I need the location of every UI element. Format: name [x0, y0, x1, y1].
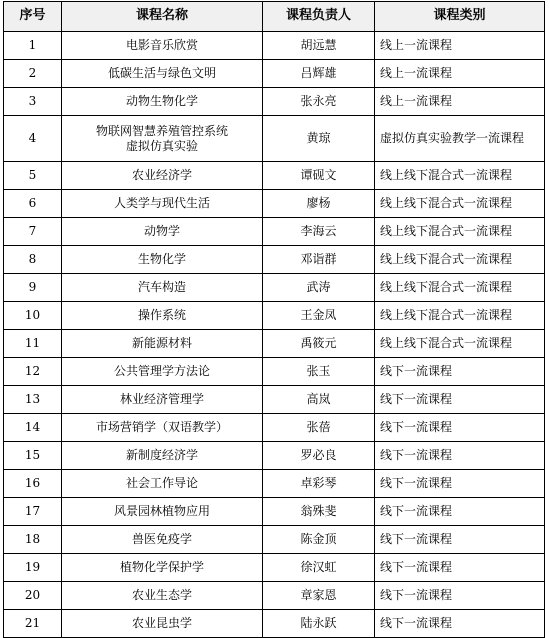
cell-index: 4: [4, 116, 62, 162]
cell-course-lead: 陈金顶: [263, 526, 375, 554]
cell-course-name: 电影音乐欣赏: [62, 32, 263, 60]
table-row: [4, 386, 545, 414]
cell-course-name: 新制度经济学: [62, 442, 263, 470]
cell-index: 1: [4, 32, 62, 60]
cell-index: 19: [4, 554, 62, 582]
table-row: [4, 498, 545, 526]
table-row: [4, 526, 545, 554]
cell-course-name: 动物生物化学: [62, 88, 263, 116]
table-row: [4, 60, 545, 88]
table-row: [4, 442, 545, 470]
cell-index: 16: [4, 470, 62, 498]
cell-course-name: 社会工作导论: [62, 470, 263, 498]
cell-index: 11: [4, 330, 62, 358]
cell-course-type: 线下一流课程: [375, 582, 545, 610]
cell-index: 8: [4, 246, 62, 274]
cell-index: 3: [4, 88, 62, 116]
cell-index: 5: [4, 162, 62, 190]
course-table: [3, 1, 545, 638]
cell-index: 15: [4, 442, 62, 470]
cell-course-lead: 廖杨: [263, 190, 375, 218]
cell-course-name: 风景园林植物应用: [62, 498, 263, 526]
course-name-line: 虚拟仿真实验: [125, 138, 198, 153]
table-row: [4, 582, 545, 610]
cell-course-type: 线下一流课程: [375, 610, 545, 638]
table-row: [4, 330, 545, 358]
cell-index: 6: [4, 190, 62, 218]
cell-course-type: 线下一流课程: [375, 526, 545, 554]
cell-course-type: 线上线下混合式一流课程: [375, 274, 545, 302]
table-row: [4, 414, 545, 442]
cell-course-type: 线下一流课程: [375, 470, 545, 498]
table-body: [4, 32, 545, 638]
cell-course-lead: 翁殊斐: [263, 498, 375, 526]
cell-course-lead: 王金凤: [263, 302, 375, 330]
cell-course-name: 操作系统: [62, 302, 263, 330]
cell-course-name: 公共管理学方法论: [62, 358, 263, 386]
cell-course-name: 汽车构造: [62, 274, 263, 302]
cell-index: 7: [4, 218, 62, 246]
table-row: [4, 610, 545, 638]
cell-course-name: 农业生态学: [62, 582, 263, 610]
cell-index: 9: [4, 274, 62, 302]
table-row: [4, 218, 545, 246]
cell-course-name: 动物学: [62, 218, 263, 246]
cell-course-type: 线上一流课程: [375, 88, 545, 116]
table-row: [4, 302, 545, 330]
cell-course-name: 农业昆虫学: [62, 610, 263, 638]
cell-course-lead: 高岚: [263, 386, 375, 414]
cell-course-name: 植物化学保护学: [62, 554, 263, 582]
table-row: [4, 358, 545, 386]
cell-index: 18: [4, 526, 62, 554]
cell-course-name: 低碳生活与绿色文明: [62, 60, 263, 88]
cell-index: 2: [4, 60, 62, 88]
cell-course-lead: 张蓓: [263, 414, 375, 442]
cell-course-type: 线上一流课程: [375, 32, 545, 60]
cell-course-lead: 禹筱元: [263, 330, 375, 358]
table-row: [4, 88, 545, 116]
header-course-type: 课程类别: [375, 2, 545, 32]
cell-course-type: 线下一流课程: [375, 554, 545, 582]
cell-course-lead: 张永亮: [263, 88, 375, 116]
header-course-lead: 课程负责人: [263, 2, 375, 32]
cell-course-lead: 黄琼: [263, 116, 375, 162]
cell-course-type: 虚拟仿真实验教学一流课程: [375, 116, 545, 162]
cell-course-type: 线上线下混合式一流课程: [375, 218, 545, 246]
course-name-line: 物联网智慧养殖管控系统: [95, 123, 228, 138]
cell-course-name: 新能源材料: [62, 330, 263, 358]
cell-course-type: 线上线下混合式一流课程: [375, 190, 545, 218]
cell-course-name: 农业经济学: [62, 162, 263, 190]
cell-index: 13: [4, 386, 62, 414]
cell-course-name: 市场营销学（双语教学）: [62, 414, 263, 442]
header-course-name: 课程名称: [62, 2, 263, 32]
cell-index: 20: [4, 582, 62, 610]
cell-course-type: 线上一流课程: [375, 60, 545, 88]
cell-course-lead: 罗必良: [263, 442, 375, 470]
table-row: [4, 554, 545, 582]
cell-course-type: 线下一流课程: [375, 386, 545, 414]
cell-index: 14: [4, 414, 62, 442]
cell-course-type: 线下一流课程: [375, 414, 545, 442]
cell-course-lead: 张玉: [263, 358, 375, 386]
cell-course-lead: 武涛: [263, 274, 375, 302]
cell-index: 10: [4, 302, 62, 330]
table-row: [4, 274, 545, 302]
cell-course-type: 线上线下混合式一流课程: [375, 162, 545, 190]
cell-course-type: 线下一流课程: [375, 358, 545, 386]
cell-course-type: 线下一流课程: [375, 498, 545, 526]
cell-course-name: 人类学与现代生活: [62, 190, 263, 218]
cell-course-lead: 李海云: [263, 218, 375, 246]
cell-course-type: 线上线下混合式一流课程: [375, 330, 545, 358]
cell-course-lead: 胡远慧: [263, 32, 375, 60]
cell-course-type: 线上线下混合式一流课程: [375, 246, 545, 274]
table-row: [4, 470, 545, 498]
cell-course-type: 线下一流课程: [375, 442, 545, 470]
cell-course-name: 生物化学: [62, 246, 263, 274]
table-row: [4, 246, 545, 274]
header-index: 序号: [4, 2, 62, 32]
table-row: [4, 116, 545, 162]
cell-course-lead: 吕辉雄: [263, 60, 375, 88]
course-table-container: [3, 1, 545, 638]
cell-course-lead: 卓彩琴: [263, 470, 375, 498]
cell-index: 17: [4, 498, 62, 526]
cell-course-name: 林业经济管理学: [62, 386, 263, 414]
table-header-row: [4, 2, 545, 32]
cell-course-lead: 邓诣群: [263, 246, 375, 274]
cell-course-name: 兽医免疫学: [62, 526, 263, 554]
cell-course-type: 线上线下混合式一流课程: [375, 302, 545, 330]
cell-course-lead: 章家恩: [263, 582, 375, 610]
cell-course-lead: 谭砚文: [263, 162, 375, 190]
cell-index: 21: [4, 610, 62, 638]
cell-course-lead: 徐汉虹: [263, 554, 375, 582]
cell-course-name: [62, 116, 263, 162]
table-row: [4, 32, 545, 60]
table-row: [4, 162, 545, 190]
cell-course-lead: 陆永跃: [263, 610, 375, 638]
cell-index: 12: [4, 358, 62, 386]
table-row: [4, 190, 545, 218]
